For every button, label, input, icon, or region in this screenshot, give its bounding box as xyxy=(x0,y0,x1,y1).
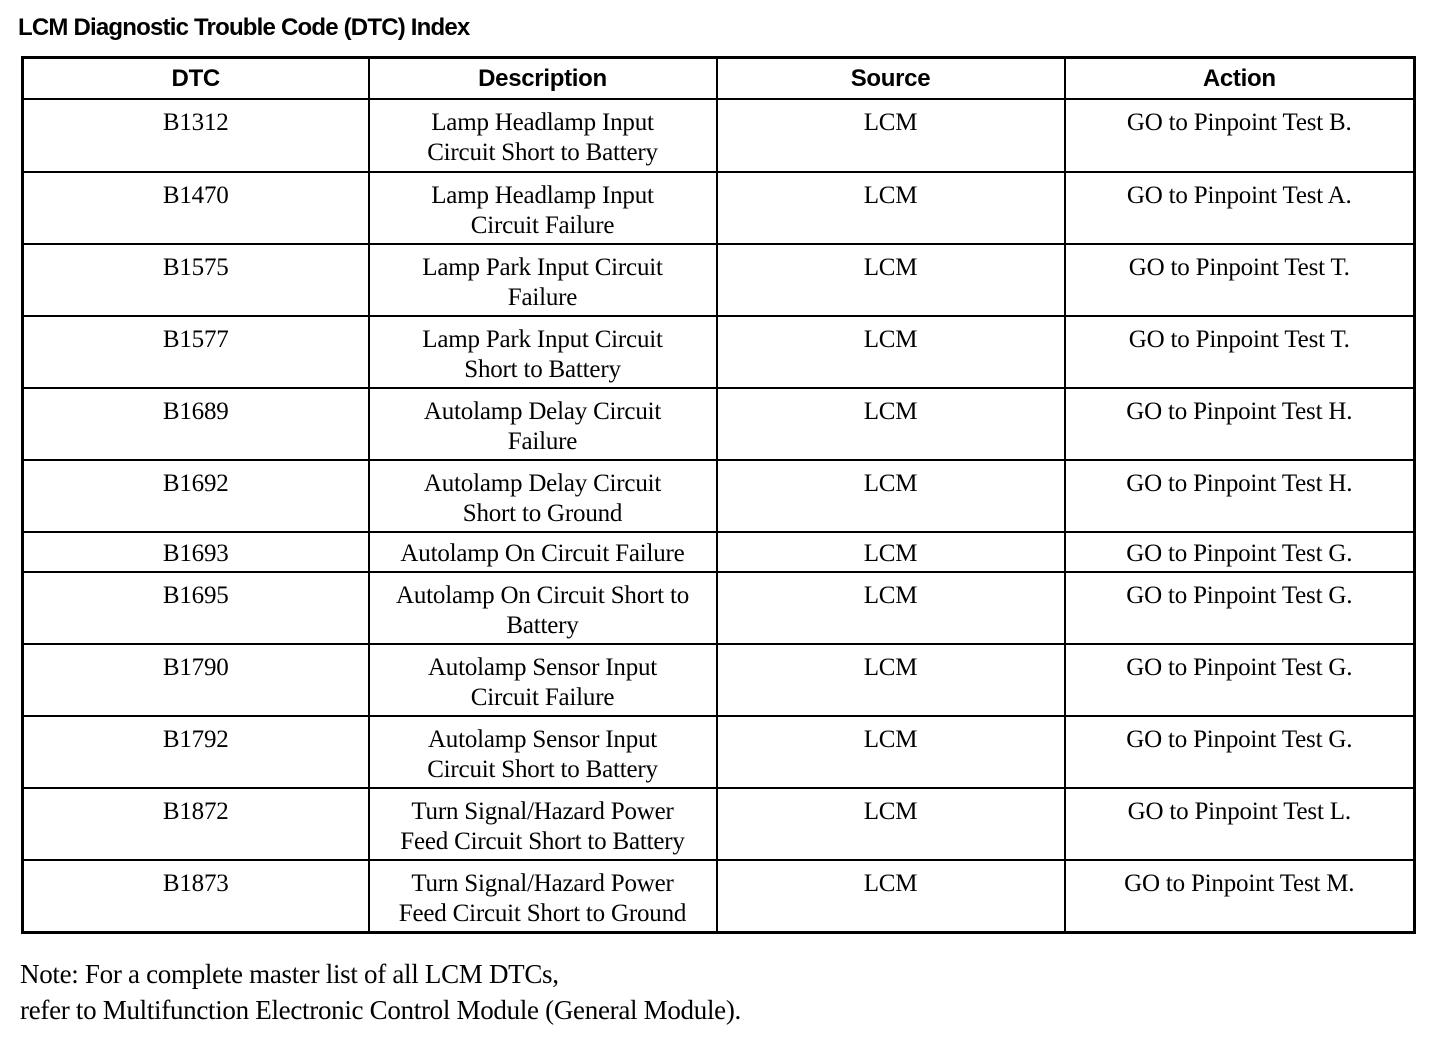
column-header-dtc: DTC xyxy=(23,58,369,100)
action-cell: GO to Pinpoint Test T. xyxy=(1065,244,1415,316)
description-line-1: Turn Signal/Hazard Power xyxy=(411,798,674,825)
source-cell: LCM xyxy=(717,388,1065,460)
table-row xyxy=(23,388,1415,460)
dtc-code-cell: B1790 xyxy=(23,644,369,716)
dtc-code-cell: B1693 xyxy=(23,532,369,572)
source-cell: LCM xyxy=(717,716,1065,788)
description-cell xyxy=(369,716,717,788)
description-cell xyxy=(369,460,717,532)
description-line-1: Autolamp Sensor Input xyxy=(427,654,658,681)
dtc-code-cell: B1792 xyxy=(23,716,369,788)
action-cell: GO to Pinpoint Test G. xyxy=(1065,532,1415,572)
table-row xyxy=(23,716,1415,788)
table-row xyxy=(23,460,1415,532)
description-line-2: Failure xyxy=(507,428,578,455)
source-cell: LCM xyxy=(717,99,1065,172)
dtc-code-cell: B1689 xyxy=(23,388,369,460)
description-line-1: Autolamp On Circuit Short to xyxy=(396,582,689,609)
table-row xyxy=(23,644,1415,716)
description-line-1: Lamp Park Input Circuit xyxy=(422,326,663,353)
table-row xyxy=(23,788,1415,860)
action-cell: GO to Pinpoint Test A. xyxy=(1065,172,1415,244)
description-line-2: Circuit Short to Battery xyxy=(427,756,658,783)
page-title: LCM Diagnostic Trouble Code (DTC) Index xyxy=(18,14,470,41)
description-cell xyxy=(369,244,717,316)
action-cell: GO to Pinpoint Test L. xyxy=(1065,788,1415,860)
table-row xyxy=(23,532,1415,572)
action-cell: GO to Pinpoint Test H. xyxy=(1065,388,1415,460)
description-line-1: Autolamp Delay Circuit xyxy=(423,470,662,497)
dtc-code-cell: B1695 xyxy=(23,572,369,644)
table-row xyxy=(23,99,1415,172)
source-cell: LCM xyxy=(717,572,1065,644)
action-cell: GO to Pinpoint Test G. xyxy=(1065,716,1415,788)
action-cell: GO to Pinpoint Test T. xyxy=(1065,316,1415,388)
table-row xyxy=(23,244,1415,316)
description-line-2: Battery xyxy=(506,612,579,639)
dtc-code-cell: B1577 xyxy=(23,316,369,388)
source-cell: LCM xyxy=(717,316,1065,388)
table-row xyxy=(23,572,1415,644)
description-line-2: Short to Battery xyxy=(464,356,621,383)
dtc-code-cell: B1470 xyxy=(23,172,369,244)
description-cell xyxy=(369,788,717,860)
action-cell: GO to Pinpoint Test M. xyxy=(1065,860,1415,933)
description-line-2: Short to Ground xyxy=(462,500,623,527)
dtc-code-cell: B1692 xyxy=(23,460,369,532)
column-header-action: Action xyxy=(1065,58,1415,100)
source-cell: LCM xyxy=(717,860,1065,933)
description-line-2: Feed Circuit Short to Battery xyxy=(400,828,685,855)
description-cell xyxy=(369,316,717,388)
dtc-code-cell: B1872 xyxy=(23,788,369,860)
column-header-description: Description xyxy=(369,58,717,100)
source-cell: LCM xyxy=(717,788,1065,860)
description-line-1: Lamp Headlamp Input xyxy=(431,182,654,209)
table-header-row xyxy=(23,58,1415,100)
source-cell: LCM xyxy=(717,644,1065,716)
description-line-2: Circuit Short to Battery xyxy=(427,139,658,166)
footnote-line-2: refer to Multifunction Electronic Control Module (General Module). xyxy=(20,995,741,1025)
action-cell: GO to Pinpoint Test B. xyxy=(1065,99,1415,172)
dtc-code-cell: B1873 xyxy=(23,860,369,933)
table-row xyxy=(23,860,1415,933)
description-line-2: Failure xyxy=(507,284,578,311)
description-cell xyxy=(369,860,717,933)
description-cell xyxy=(369,388,717,460)
action-cell: GO to Pinpoint Test H. xyxy=(1065,460,1415,532)
source-cell: LCM xyxy=(717,532,1065,572)
description-line-2: Feed Circuit Short to Ground xyxy=(398,900,687,927)
description-cell xyxy=(369,99,717,172)
table-row xyxy=(23,316,1415,388)
description-line-1: Autolamp Sensor Input xyxy=(427,726,658,753)
description-line-2: Circuit Failure xyxy=(470,684,615,711)
description-line-2: Circuit Failure xyxy=(470,212,615,239)
action-cell: GO to Pinpoint Test G. xyxy=(1065,572,1415,644)
description-cell xyxy=(369,644,717,716)
description-line-1: Lamp Park Input Circuit xyxy=(422,254,663,281)
source-cell: LCM xyxy=(717,244,1065,316)
source-cell: LCM xyxy=(717,460,1065,532)
footnote-line-1: Note: For a complete master list of all LCM DTCs, xyxy=(20,959,559,989)
description-line-1: Lamp Headlamp Input xyxy=(431,109,654,136)
dtc-code-cell: B1312 xyxy=(23,99,369,172)
dtc-code-cell: B1575 xyxy=(23,244,369,316)
column-header-source: Source xyxy=(717,58,1065,100)
source-cell: LCM xyxy=(717,172,1065,244)
dtc-index-table xyxy=(21,56,1416,934)
description-cell xyxy=(369,572,717,644)
description-line-1: Autolamp Delay Circuit xyxy=(423,398,662,425)
footnote xyxy=(20,956,741,1028)
description-line-1: Turn Signal/Hazard Power xyxy=(411,870,674,897)
table-row xyxy=(23,172,1415,244)
description-line-1: Autolamp On Circuit Failure xyxy=(400,540,685,567)
description-cell xyxy=(369,532,717,572)
action-cell: GO to Pinpoint Test G. xyxy=(1065,644,1415,716)
description-cell xyxy=(369,172,717,244)
